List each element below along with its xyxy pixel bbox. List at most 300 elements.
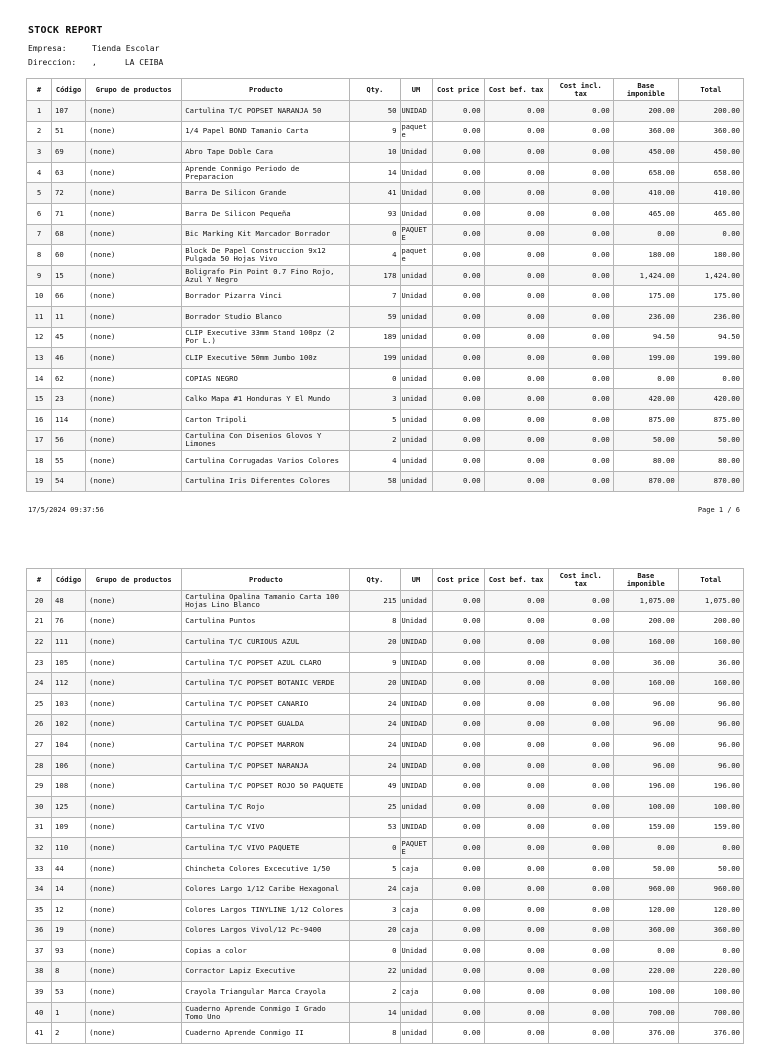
um-cell: unidad <box>400 591 432 612</box>
direccion-line <box>28 58 163 67</box>
code-cell: 106 <box>52 755 86 776</box>
column-header-qty: Qty. <box>350 79 400 101</box>
code-cell: 63 <box>52 162 86 183</box>
qty-cell: 14 <box>350 1002 400 1023</box>
total-cell: 658.00 <box>678 162 743 183</box>
total-cell: 0.00 <box>678 838 743 859</box>
product-cell: Colores Largos Vivol/12 Pc-9400 <box>182 920 350 941</box>
qty-cell: 22 <box>350 961 400 982</box>
code-cell: 14 <box>52 879 86 900</box>
total-cell: 700.00 <box>678 1002 743 1023</box>
total-cell: 100.00 <box>678 982 743 1003</box>
code-cell: 125 <box>52 796 86 817</box>
product-cell: Cartulina Iris Diferentes Colores <box>182 471 350 492</box>
cost-price-cell: 0.00 <box>432 920 484 941</box>
table-row <box>27 162 744 183</box>
row-index-cell: 24 <box>27 673 52 694</box>
group-cell: (none) <box>86 838 182 859</box>
code-cell: 19 <box>52 920 86 941</box>
base-imponible-cell: 96.00 <box>613 693 678 714</box>
cost-price-cell: 0.00 <box>432 961 484 982</box>
code-cell: 53 <box>52 982 86 1003</box>
um-cell: UNIDAD <box>400 735 432 756</box>
code-cell: 71 <box>52 203 86 224</box>
product-cell: Boligrafo Pin Point 0.7 Fino Rojo, Azul Y Negro <box>182 265 350 286</box>
empresa-line <box>28 44 159 53</box>
total-cell: 199.00 <box>678 348 743 369</box>
column-header-product: Producto <box>182 79 350 101</box>
base-imponible-cell: 875.00 <box>613 409 678 430</box>
product-cell: Chincheta Colores Excecutive 1/50 <box>182 858 350 879</box>
cost-incl-tax-cell: 0.00 <box>548 632 613 653</box>
table-row <box>27 838 744 859</box>
group-cell: (none) <box>86 735 182 756</box>
cost-incl-tax-cell: 0.00 <box>548 327 613 348</box>
product-cell: Aprende Conmigo Periodo de Preparacion <box>182 162 350 183</box>
um-cell: UNIDAD <box>400 673 432 694</box>
base-imponible-cell: 658.00 <box>613 162 678 183</box>
qty-cell: 93 <box>350 203 400 224</box>
column-header-cost-price: Cost price <box>432 569 484 591</box>
group-cell: (none) <box>86 817 182 838</box>
code-cell: 111 <box>52 632 86 653</box>
cost-price-cell: 0.00 <box>432 430 484 451</box>
row-index-cell: 16 <box>27 409 52 430</box>
total-cell: 96.00 <box>678 714 743 735</box>
empresa-value: Tienda Escolar <box>92 44 160 53</box>
total-cell: 1,075.00 <box>678 591 743 612</box>
um-cell: UNIDAD <box>400 776 432 797</box>
cost-price-cell: 0.00 <box>432 471 484 492</box>
cost-incl-tax-cell: 0.00 <box>548 796 613 817</box>
qty-cell: 0 <box>350 368 400 389</box>
product-cell: CLIP Executive 33mm Stand 100pz (2 Por L.) <box>182 327 350 348</box>
base-imponible-cell: 96.00 <box>613 735 678 756</box>
table-row <box>27 693 744 714</box>
cost-bef-tax-cell: 0.00 <box>484 941 548 962</box>
cost-bef-tax-cell: 0.00 <box>484 451 548 472</box>
group-cell: (none) <box>86 203 182 224</box>
table-row <box>27 203 744 224</box>
qty-cell: 41 <box>350 183 400 204</box>
product-cell: Borrador Studio Blanco <box>182 306 350 327</box>
code-cell: 72 <box>52 183 86 204</box>
empresa-label: Empresa: <box>28 44 67 53</box>
product-cell: Cartulina T/C POPSET BOTANIC VERDE <box>182 673 350 694</box>
column-header-um: UM <box>400 569 432 591</box>
cost-bef-tax-cell: 0.00 <box>484 306 548 327</box>
cost-bef-tax-cell: 0.00 <box>484 101 548 122</box>
cost-price-cell: 0.00 <box>432 203 484 224</box>
product-cell: Carton Tripoli <box>182 409 350 430</box>
cost-bef-tax-cell: 0.00 <box>484 121 548 142</box>
um-cell: unidad <box>400 430 432 451</box>
product-cell: Corractor Lapiz Executive <box>182 961 350 982</box>
qty-cell: 4 <box>350 451 400 472</box>
column-header-total: Total <box>678 79 743 101</box>
um-cell: UNIDAD <box>400 755 432 776</box>
total-cell: 875.00 <box>678 409 743 430</box>
table-row <box>27 776 744 797</box>
qty-cell: 20 <box>350 920 400 941</box>
total-cell: 360.00 <box>678 121 743 142</box>
cost-bef-tax-cell: 0.00 <box>484 858 548 879</box>
row-index-cell: 26 <box>27 714 52 735</box>
group-cell: (none) <box>86 796 182 817</box>
cost-incl-tax-cell: 0.00 <box>548 961 613 982</box>
group-cell: (none) <box>86 920 182 941</box>
base-imponible-cell: 100.00 <box>613 796 678 817</box>
cost-bef-tax-cell: 0.00 <box>484 245 548 266</box>
qty-cell: 49 <box>350 776 400 797</box>
total-cell: 160.00 <box>678 632 743 653</box>
product-cell: Cartulina T/C POPSET MARRON <box>182 735 350 756</box>
um-cell: unidad <box>400 471 432 492</box>
table-row <box>27 409 744 430</box>
base-imponible-cell: 1,424.00 <box>613 265 678 286</box>
cost-price-cell: 0.00 <box>432 101 484 122</box>
base-imponible-cell: 50.00 <box>613 858 678 879</box>
table-header-row <box>27 569 744 591</box>
base-imponible-cell: 199.00 <box>613 348 678 369</box>
cost-price-cell: 0.00 <box>432 735 484 756</box>
cost-incl-tax-cell: 0.00 <box>548 389 613 410</box>
cost-bef-tax-cell: 0.00 <box>484 796 548 817</box>
group-cell: (none) <box>86 961 182 982</box>
cost-incl-tax-cell: 0.00 <box>548 224 613 245</box>
group-cell: (none) <box>86 286 182 307</box>
cost-incl-tax-cell: 0.00 <box>548 306 613 327</box>
stock-table-page-2 <box>26 568 744 1044</box>
code-cell: 11 <box>52 306 86 327</box>
footer-timestamp: 17/5/2024 09:37:56 <box>28 506 104 514</box>
base-imponible-cell: 700.00 <box>613 1002 678 1023</box>
base-imponible-cell: 80.00 <box>613 451 678 472</box>
um-cell: UNIDAD <box>400 714 432 735</box>
base-imponible-cell: 0.00 <box>613 838 678 859</box>
base-imponible-cell: 200.00 <box>613 101 678 122</box>
um-cell: unidad <box>400 451 432 472</box>
base-imponible-cell: 1,075.00 <box>613 591 678 612</box>
cost-incl-tax-cell: 0.00 <box>548 451 613 472</box>
group-cell: (none) <box>86 245 182 266</box>
table-row <box>27 632 744 653</box>
product-cell: Colores Largo 1/12 Caribe Hexagonal <box>182 879 350 900</box>
table-row <box>27 755 744 776</box>
product-cell: Abro Tape Doble Cara <box>182 142 350 163</box>
cost-bef-tax-cell: 0.00 <box>484 471 548 492</box>
group-cell: (none) <box>86 327 182 348</box>
column-header-cost-incl-tax: Cost incl. tax <box>548 79 613 101</box>
row-index-cell: 7 <box>27 224 52 245</box>
row-index-cell: 40 <box>27 1002 52 1023</box>
um-cell: unidad <box>400 389 432 410</box>
table-row <box>27 858 744 879</box>
table-row <box>27 430 744 451</box>
row-index-cell: 14 <box>27 368 52 389</box>
cost-bef-tax-cell: 0.00 <box>484 714 548 735</box>
code-cell: 109 <box>52 817 86 838</box>
base-imponible-cell: 160.00 <box>613 673 678 694</box>
cost-bef-tax-cell: 0.00 <box>484 776 548 797</box>
qty-cell: 2 <box>350 430 400 451</box>
cost-bef-tax-cell: 0.00 <box>484 735 548 756</box>
base-imponible-cell: 200.00 <box>613 611 678 632</box>
column-header-total: Total <box>678 569 743 591</box>
base-imponible-cell: 450.00 <box>613 142 678 163</box>
code-cell: 102 <box>52 714 86 735</box>
qty-cell: 5 <box>350 409 400 430</box>
group-cell: (none) <box>86 348 182 369</box>
product-cell: Cuaderno Aprende Conmigo II <box>182 1023 350 1044</box>
total-cell: 960.00 <box>678 879 743 900</box>
cost-incl-tax-cell: 0.00 <box>548 409 613 430</box>
table-row <box>27 611 744 632</box>
cost-bef-tax-cell: 0.00 <box>484 817 548 838</box>
qty-cell: 4 <box>350 245 400 266</box>
group-cell: (none) <box>86 632 182 653</box>
column-header-product: Producto <box>182 569 350 591</box>
code-cell: 60 <box>52 245 86 266</box>
qty-cell: 199 <box>350 348 400 369</box>
column-header-base-imponible: Base imponible <box>613 569 678 591</box>
group-cell: (none) <box>86 101 182 122</box>
um-cell: unidad <box>400 409 432 430</box>
total-cell: 0.00 <box>678 224 743 245</box>
base-imponible-cell: 120.00 <box>613 899 678 920</box>
row-index-cell: 32 <box>27 838 52 859</box>
um-cell: Unidad <box>400 286 432 307</box>
group-cell: (none) <box>86 776 182 797</box>
cost-price-cell: 0.00 <box>432 693 484 714</box>
total-cell: 80.00 <box>678 451 743 472</box>
product-cell: Cartulina T/C VIVO <box>182 817 350 838</box>
product-cell: Cartulina Con Disenios Glovos Y Limones <box>182 430 350 451</box>
product-cell: Cartulina T/C CURIOUS AZUL <box>182 632 350 653</box>
group-cell: (none) <box>86 591 182 612</box>
qty-cell: 3 <box>350 899 400 920</box>
product-cell: Cartulina Corrugadas Varios Colores <box>182 451 350 472</box>
base-imponible-cell: 960.00 <box>613 879 678 900</box>
row-index-cell: 13 <box>27 348 52 369</box>
cost-price-cell: 0.00 <box>432 673 484 694</box>
qty-cell: 178 <box>350 265 400 286</box>
table-row <box>27 368 744 389</box>
table-row <box>27 101 744 122</box>
base-imponible-cell: 376.00 <box>613 1023 678 1044</box>
total-cell: 236.00 <box>678 306 743 327</box>
base-imponible-cell: 50.00 <box>613 430 678 451</box>
um-cell: paquete <box>400 245 432 266</box>
table-row <box>27 224 744 245</box>
row-index-cell: 29 <box>27 776 52 797</box>
row-index-cell: 4 <box>27 162 52 183</box>
cost-price-cell: 0.00 <box>432 121 484 142</box>
qty-cell: 9 <box>350 121 400 142</box>
qty-cell: 59 <box>350 306 400 327</box>
product-cell: Cartulina T/C POPSET ROJO 50 PAQUETE <box>182 776 350 797</box>
table-row <box>27 714 744 735</box>
row-index-cell: 33 <box>27 858 52 879</box>
table-body <box>27 101 744 492</box>
cost-price-cell: 0.00 <box>432 899 484 920</box>
base-imponible-cell: 36.00 <box>613 652 678 673</box>
code-cell: 1 <box>52 1002 86 1023</box>
total-cell: 160.00 <box>678 673 743 694</box>
column-header-qty: Qty. <box>350 569 400 591</box>
row-index-cell: 22 <box>27 632 52 653</box>
cost-bef-tax-cell: 0.00 <box>484 611 548 632</box>
row-index-cell: 9 <box>27 265 52 286</box>
cost-incl-tax-cell: 0.00 <box>548 899 613 920</box>
cost-price-cell: 0.00 <box>432 265 484 286</box>
column-header-um: UM <box>400 79 432 101</box>
group-cell: (none) <box>86 451 182 472</box>
base-imponible-cell: 160.00 <box>613 632 678 653</box>
cost-bef-tax-cell: 0.00 <box>484 632 548 653</box>
product-cell: Copias a color <box>182 941 350 962</box>
total-cell: 360.00 <box>678 920 743 941</box>
code-cell: 105 <box>52 652 86 673</box>
base-imponible-cell: 420.00 <box>613 389 678 410</box>
cost-incl-tax-cell: 0.00 <box>548 879 613 900</box>
um-cell: Unidad <box>400 611 432 632</box>
cost-bef-tax-cell: 0.00 <box>484 693 548 714</box>
um-cell: UNIDAD <box>400 101 432 122</box>
qty-cell: 14 <box>350 162 400 183</box>
qty-cell: 7 <box>350 286 400 307</box>
group-cell: (none) <box>86 693 182 714</box>
cost-bef-tax-cell: 0.00 <box>484 265 548 286</box>
um-cell: Unidad <box>400 203 432 224</box>
product-cell: Cartulina T/C POPSET NARANJA <box>182 755 350 776</box>
row-index-cell: 1 <box>27 101 52 122</box>
cost-incl-tax-cell: 0.00 <box>548 471 613 492</box>
code-cell: 104 <box>52 735 86 756</box>
cost-incl-tax-cell: 0.00 <box>548 858 613 879</box>
group-cell: (none) <box>86 368 182 389</box>
table-header-row <box>27 79 744 101</box>
report-title: STOCK REPORT <box>28 25 103 36</box>
total-cell: 1,424.00 <box>678 265 743 286</box>
product-cell: Colores Largos TINYLINE 1/12 Colores <box>182 899 350 920</box>
product-cell: Block De Papel Construccion 9x12 Pulgada 50 Hojas Vivo <box>182 245 350 266</box>
code-cell: 76 <box>52 611 86 632</box>
total-cell: 36.00 <box>678 652 743 673</box>
group-cell: (none) <box>86 121 182 142</box>
total-cell: 175.00 <box>678 286 743 307</box>
base-imponible-cell: 360.00 <box>613 920 678 941</box>
group-cell: (none) <box>86 1023 182 1044</box>
um-cell: UNIDAD <box>400 652 432 673</box>
footer-page-number: Page 1 / 6 <box>697 506 740 514</box>
direccion-city: LA CEIBA <box>124 58 164 67</box>
cost-price-cell: 0.00 <box>432 348 484 369</box>
base-imponible-cell: 360.00 <box>613 121 678 142</box>
row-index-cell: 27 <box>27 735 52 756</box>
code-cell: 54 <box>52 471 86 492</box>
base-imponible-cell: 100.00 <box>613 982 678 1003</box>
row-index-cell: 35 <box>27 899 52 920</box>
row-index-cell: 37 <box>27 941 52 962</box>
row-index-cell: 31 <box>27 817 52 838</box>
row-index-cell: 28 <box>27 755 52 776</box>
qty-cell: 24 <box>350 693 400 714</box>
cost-bef-tax-cell: 0.00 <box>484 1002 548 1023</box>
qty-cell: 0 <box>350 224 400 245</box>
total-cell: 0.00 <box>678 941 743 962</box>
base-imponible-cell: 180.00 <box>613 245 678 266</box>
base-imponible-cell: 196.00 <box>613 776 678 797</box>
um-cell: UNIDAD <box>400 632 432 653</box>
cost-incl-tax-cell: 0.00 <box>548 203 613 224</box>
cost-bef-tax-cell: 0.00 <box>484 142 548 163</box>
stock-table-page-1 <box>26 78 744 492</box>
base-imponible-cell: 870.00 <box>613 471 678 492</box>
cost-price-cell: 0.00 <box>432 982 484 1003</box>
code-cell: 8 <box>52 961 86 982</box>
cost-price-cell: 0.00 <box>432 409 484 430</box>
cost-incl-tax-cell: 0.00 <box>548 941 613 962</box>
total-cell: 96.00 <box>678 755 743 776</box>
column-header-row-index: # <box>27 569 52 591</box>
cost-bef-tax-cell: 0.00 <box>484 286 548 307</box>
row-index-cell: 18 <box>27 451 52 472</box>
um-cell: paquete <box>400 121 432 142</box>
product-cell: Cartulina T/C POPSET AZUL CLARO <box>182 652 350 673</box>
code-cell: 107 <box>52 101 86 122</box>
base-imponible-cell: 0.00 <box>613 224 678 245</box>
cost-price-cell: 0.00 <box>432 306 484 327</box>
group-cell: (none) <box>86 224 182 245</box>
table-row <box>27 796 744 817</box>
um-cell: PAQUETE <box>400 224 432 245</box>
row-index-cell: 23 <box>27 652 52 673</box>
cost-incl-tax-cell: 0.00 <box>548 142 613 163</box>
row-index-cell: 6 <box>27 203 52 224</box>
cost-price-cell: 0.00 <box>432 714 484 735</box>
table-row <box>27 265 744 286</box>
cost-price-cell: 0.00 <box>432 838 484 859</box>
qty-cell: 8 <box>350 611 400 632</box>
cost-incl-tax-cell: 0.00 <box>548 1002 613 1023</box>
qty-cell: 9 <box>350 652 400 673</box>
qty-cell: 8 <box>350 1023 400 1044</box>
qty-cell: 0 <box>350 838 400 859</box>
row-index-cell: 21 <box>27 611 52 632</box>
table-row <box>27 899 744 920</box>
cost-price-cell: 0.00 <box>432 389 484 410</box>
base-imponible-cell: 96.00 <box>613 714 678 735</box>
group-cell: (none) <box>86 714 182 735</box>
code-cell: 51 <box>52 121 86 142</box>
um-cell: caja <box>400 858 432 879</box>
product-cell: Bic Marking Kit Marcador Borrador <box>182 224 350 245</box>
group-cell: (none) <box>86 652 182 673</box>
cost-price-cell: 0.00 <box>432 286 484 307</box>
table-row <box>27 735 744 756</box>
direccion-label: Direccion: <box>28 58 77 67</box>
cost-bef-tax-cell: 0.00 <box>484 755 548 776</box>
product-cell: Crayola Triangular Marca Crayola <box>182 982 350 1003</box>
table-row <box>27 142 744 163</box>
cost-bef-tax-cell: 0.00 <box>484 224 548 245</box>
cost-bef-tax-cell: 0.00 <box>484 162 548 183</box>
total-cell: 376.00 <box>678 1023 743 1044</box>
cost-price-cell: 0.00 <box>432 368 484 389</box>
qty-cell: 24 <box>350 714 400 735</box>
cost-price-cell: 0.00 <box>432 451 484 472</box>
